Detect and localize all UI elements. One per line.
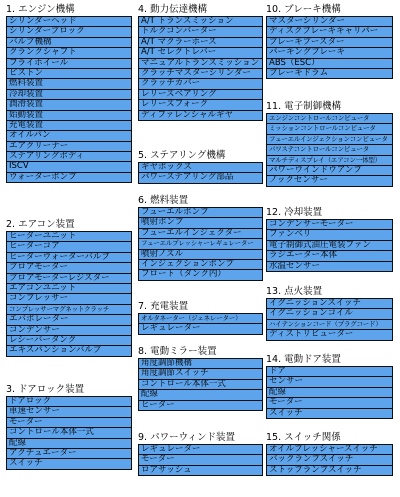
part-item: 冷却装置 (7, 90, 131, 99)
part-item: マニュアルトランスミッション (139, 59, 262, 68)
part-item: クラッチマスターシリンダー (139, 69, 262, 78)
part-item: 水温センサー (267, 262, 392, 271)
part-item: 配線 (267, 388, 392, 397)
part-item: フューエルプレッシャーレギュレーター (139, 239, 262, 248)
part-item: 角度調節機構 (139, 359, 262, 368)
part-item: レリーズベアリング (139, 90, 262, 99)
part-item: A/T トランスミッション (139, 17, 262, 26)
section-title: 7. 充電装置 (138, 301, 189, 312)
part-item: モーター (7, 418, 131, 427)
part-item: レギュレーター (139, 324, 262, 333)
section-title: 10. ブレーキ機構 (266, 4, 341, 15)
section-title: 5. ステアリング機構 (138, 150, 226, 161)
part-item: ヒーターユニット (7, 232, 131, 241)
section-13 (266, 286, 393, 341)
part-item: 始動装置 (7, 111, 131, 120)
part-item: エンジンコントロールコンピュータ (267, 114, 392, 123)
section-item-list (266, 298, 393, 341)
section-4 (138, 4, 263, 121)
part-item: 車速センサー (7, 407, 131, 416)
part-item: ヒーター (139, 401, 262, 410)
part-item: スイッチ (7, 459, 131, 468)
section-title: 12. 冷却装置 (266, 207, 323, 218)
section-title: 13. 点火装置 (266, 286, 323, 297)
section-12 (266, 207, 393, 272)
section-item-list (6, 16, 132, 183)
section-2 (6, 219, 132, 357)
part-item: レリーズフォーク (139, 100, 262, 109)
part-item: イグニッションコイル (267, 309, 392, 318)
part-item: ノックセンサー (267, 176, 392, 185)
part-item: インジェクションポンプ (139, 260, 262, 269)
section-3 (6, 384, 132, 470)
section-15 (266, 432, 393, 476)
part-item: イグニッションスイッチ (267, 299, 392, 308)
section-item-list (6, 396, 132, 470)
part-item: フューエルポンプ (139, 208, 262, 217)
section-title: 9. パワーウィンド装置 (138, 432, 236, 443)
part-item: 噴射ノズル (139, 250, 262, 259)
part-item: クラッチカバー (139, 79, 262, 88)
part-item: ヒーターコア (7, 242, 131, 251)
part-item: 角度調節スイッチ (139, 369, 262, 378)
part-item: ドアロック (7, 397, 131, 406)
part-item: ブロアモーター (7, 263, 131, 272)
part-item: ディファレンシャルギヤ (139, 111, 262, 120)
part-item: 潤滑装置 (7, 100, 131, 109)
part-item: シリンダーヘッド (7, 17, 131, 26)
part-item: フライホイール (7, 59, 131, 68)
part-item: レシーバータンク (7, 336, 131, 345)
part-item: シリンダーブロック (7, 27, 131, 36)
part-item: ドア (267, 367, 392, 376)
part-item: パーキングブレーキ (267, 48, 392, 57)
part-item: バルブ機構 (7, 38, 131, 47)
section-title: 2. エアコン装置 (6, 219, 75, 230)
part-item: モーター (139, 455, 262, 464)
section-item-list (138, 16, 263, 121)
part-item: トルクコンバーター (139, 27, 262, 36)
part-item: ピストン (7, 69, 131, 78)
section-8 (138, 346, 263, 411)
section-7 (138, 301, 263, 335)
part-item: エアコンユニット (7, 284, 131, 293)
section-item-list (266, 444, 393, 476)
part-item: オイルパン (7, 131, 131, 140)
part-item: ラジエーター本体 (267, 251, 392, 260)
part-item: ウォーターポンプ (7, 173, 131, 182)
part-item: パワステコントロールコンピュータ (267, 145, 392, 154)
part-item: ブレーキドラム (267, 69, 392, 78)
part-item: ミッションコントロールコンピュータ (267, 124, 392, 133)
section-item-list (266, 219, 393, 272)
part-item: クランクシャフト (7, 48, 131, 57)
section-14 (266, 354, 393, 419)
part-item: ロアサッシュ (139, 466, 262, 475)
part-item: オルタネーター（ジェネレーター） (139, 314, 262, 323)
part-item: モーター (267, 398, 392, 407)
part-item: エバポレーター (7, 315, 131, 324)
part-item: フューエルインジェクションコンピュータ (267, 135, 392, 144)
part-item: ギヤボックス (139, 163, 262, 172)
part-item: ISCV (7, 162, 131, 171)
section-item-list (138, 358, 263, 411)
section-5 (138, 150, 263, 184)
section-10 (266, 4, 393, 79)
part-item: ディスクブレーキキャリパー (267, 27, 392, 36)
part-item: ブロアモーターレジスター (7, 274, 131, 283)
part-item: ステアリングボディ (7, 152, 131, 161)
part-item: コンプレッサーマグネットクラッチ (7, 305, 131, 314)
section-title: 1. エンジン機構 (6, 4, 75, 15)
section-item-list (138, 313, 263, 335)
part-item: A/T セレクトレバー (139, 48, 262, 57)
section-item-list (138, 444, 263, 476)
part-item: センサー (267, 377, 392, 386)
section-title: 8. 電動ミラー装置 (138, 346, 217, 357)
section-item-list (138, 207, 263, 281)
part-item: マスターシリンダー (267, 17, 392, 26)
part-item: コントロール本体一式 (139, 380, 262, 389)
section-1 (6, 4, 132, 183)
part-item: オイルプレッシャースイッチ (267, 445, 392, 454)
section-11 (266, 101, 393, 187)
section-title: 6. 燃料装置 (138, 195, 189, 206)
section-9 (138, 432, 263, 476)
part-item: 配線 (139, 390, 262, 399)
section-item-list (266, 366, 393, 419)
section-item-list (266, 16, 393, 79)
section-title: 14. 電動ドア装置 (266, 354, 341, 365)
section-6 (138, 195, 263, 281)
part-item: 充電装置 (7, 121, 131, 130)
section-item-list (6, 231, 132, 357)
part-item: ヒーターウォーターバルブ (7, 253, 131, 262)
part-item: コントロール本体一式 (7, 428, 131, 437)
section-title: 15. スイッチ関係 (266, 432, 341, 443)
section-item-list (266, 113, 393, 187)
part-item: 噴射ポンプ (139, 218, 262, 227)
part-item: エアクリーナー (7, 142, 131, 151)
part-item: ABS（ESC） (267, 59, 392, 68)
section-item-list (138, 162, 263, 184)
section-title: 3. ドアロック装置 (6, 384, 85, 395)
part-item: パワーステアリング部品 (139, 173, 262, 182)
part-item: ブレーキブースター (267, 38, 392, 47)
part-item: フューエルインジェクター (139, 229, 262, 238)
part-item: パワーウインドウアンプ (267, 166, 392, 175)
part-item: フロート（タンク内） (139, 270, 262, 279)
part-item: ハイテンションコード（プラグコード） (267, 320, 392, 329)
part-item: ディストリビューター (267, 330, 392, 339)
part-item: 電子制御式油圧電装ファン (267, 241, 392, 250)
part-item: ストップランプスイッチ (267, 466, 392, 475)
part-item: マルチディスプレイ（エアコン一体型） (267, 156, 392, 165)
part-item: 配線 (7, 439, 131, 448)
part-item: レギュレーター (139, 445, 262, 454)
part-item: コンデンサー (7, 326, 131, 335)
part-item: コンプレッサー (7, 294, 131, 303)
part-item: 燃料装置 (7, 79, 131, 88)
part-item: バックランプスイッチ (267, 455, 392, 464)
part-item: スイッチ (267, 409, 392, 418)
part-item: ファンベリ (267, 230, 392, 239)
part-item: アクチュエーター (7, 449, 131, 458)
part-item: A/T マクラーホース (139, 38, 262, 47)
section-title: 4. 動力伝達機構 (138, 4, 208, 15)
section-title: 11. 電子制御機構 (266, 101, 342, 112)
part-item: エキスパンションバルブ (7, 346, 131, 355)
part-item: コンデンサーモーター (267, 220, 392, 229)
